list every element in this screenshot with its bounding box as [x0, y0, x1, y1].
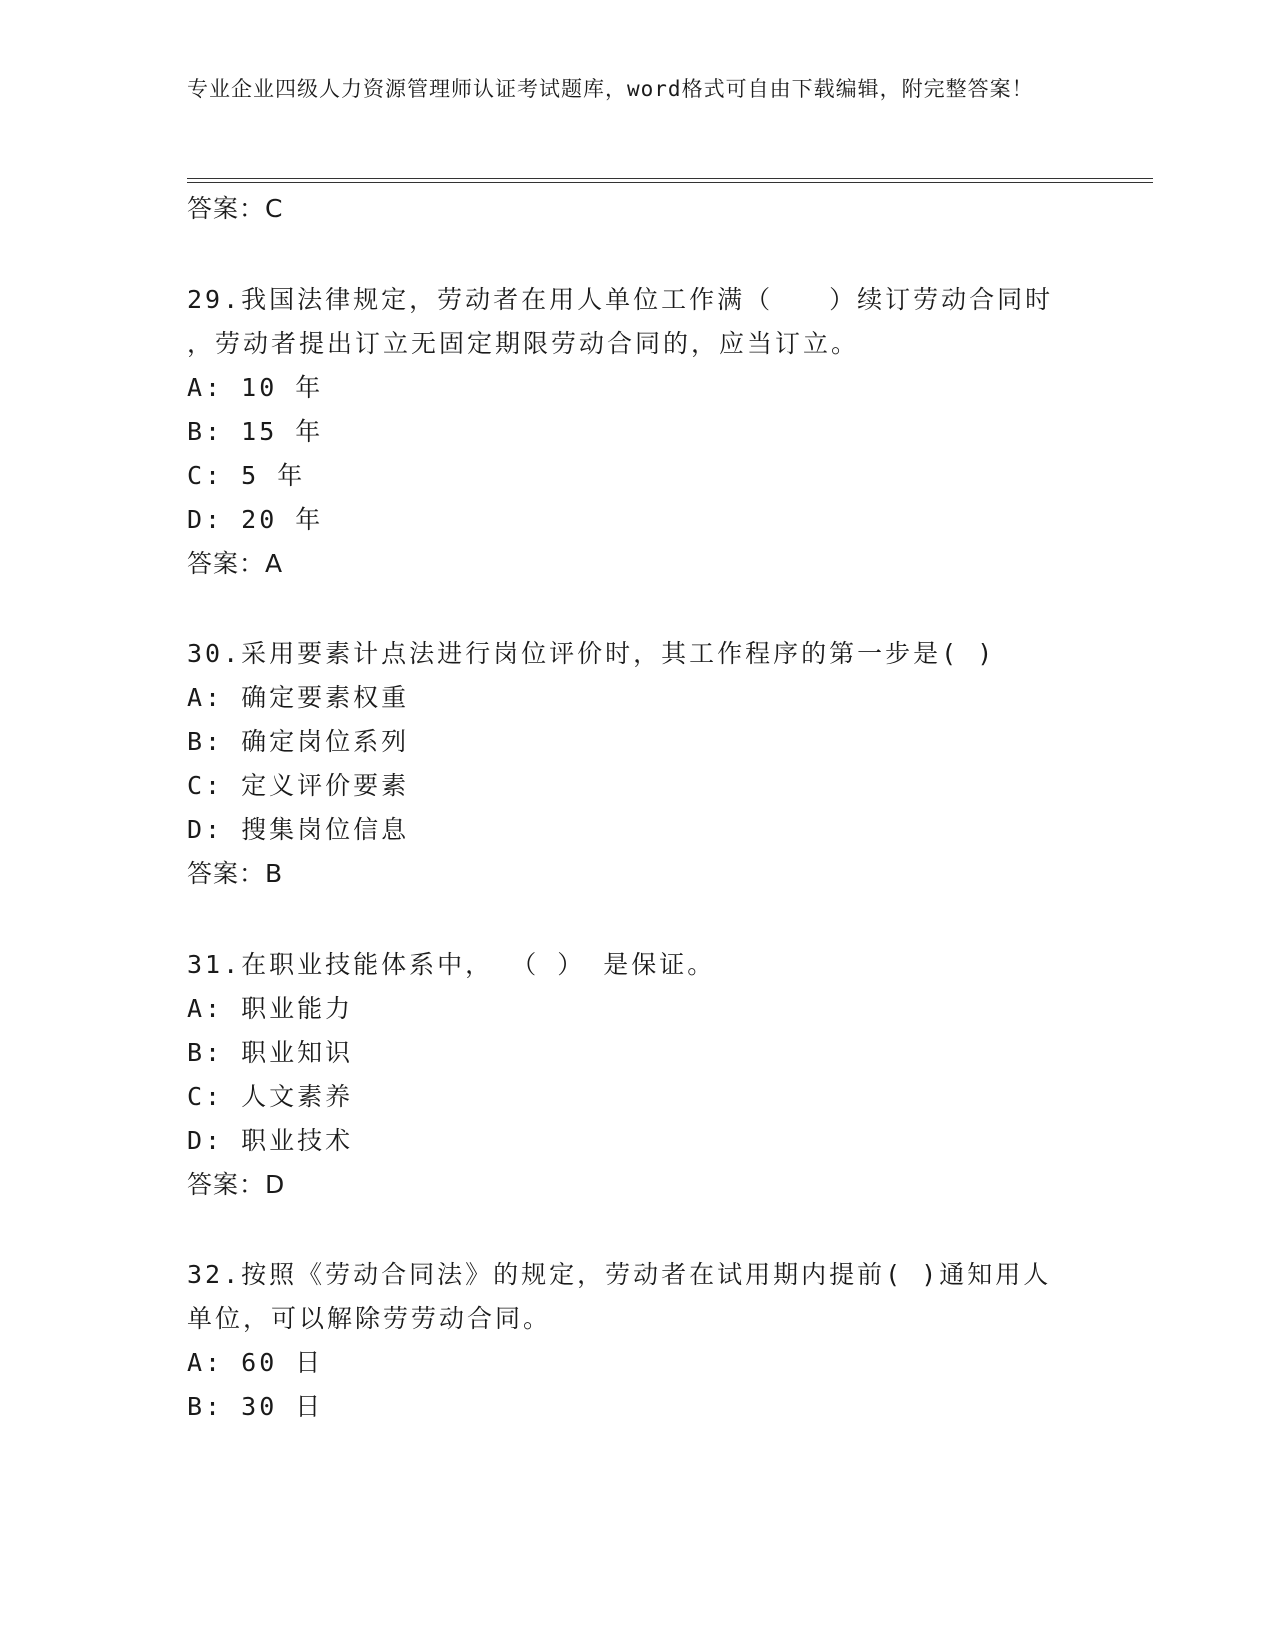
question-29-stem-line-2: ，劳动者提出订立无固定期限劳动合同的，应当订立。 [187, 329, 860, 358]
question-29-option-b: B: 15 年 [187, 417, 324, 446]
question-31-option-d: D: 职业技术 [187, 1126, 354, 1155]
question-30-option-c: C: 定义评价要素 [187, 771, 410, 800]
question-30-stem-line-1: 30.采用要素计点法进行岗位评价时，其工作程序的第一步是( ) [187, 639, 996, 668]
question-32-option-b: B: 30 日 [187, 1392, 324, 1421]
header-divider-top [187, 178, 1153, 179]
question-30-option-b: B: 确定岗位系列 [187, 727, 410, 756]
question-31-answer: 答案：D [187, 1170, 286, 1199]
question-29-answer: 答案：A [187, 549, 284, 578]
question-30-option-d: D: 搜集岗位信息 [187, 815, 410, 844]
header-divider-bottom [187, 182, 1153, 183]
question-29-option-d: D: 20 年 [187, 505, 324, 534]
question-31-option-a: A: 职业能力 [187, 994, 354, 1023]
question-32-option-a: A: 60 日 [187, 1348, 324, 1377]
answer-label: 答案：C [187, 194, 284, 223]
question-32-stem-line-1: 32.按照《劳动合同法》的规定，劳动者在试用期内提前( )通知用人 [187, 1260, 1052, 1289]
question-30-option-a: A: 确定要素权重 [187, 683, 410, 712]
document-header: 专业企业四级人力资源管理师认证考试题库，word格式可自由下载编辑，附完整答案！ [187, 77, 1034, 101]
question-29-option-a: A: 10 年 [187, 373, 324, 402]
question-31-option-c: C: 人文素养 [187, 1082, 354, 1111]
question-32-stem-line-2: 单位，可以解除劳劳动合同。 [187, 1304, 552, 1333]
question-31-stem-line-1: 31.在职业技能体系中， （ ） 是保证。 [187, 950, 716, 979]
question-29-stem-line-1: 29.我国法律规定，劳动者在用人单位工作满（ ）续订劳动合同时 [187, 285, 1054, 314]
question-30-answer: 答案：B [187, 859, 284, 888]
question-29-option-c: C: 5 年 [187, 461, 306, 490]
question-31-option-b: B: 职业知识 [187, 1038, 354, 1067]
